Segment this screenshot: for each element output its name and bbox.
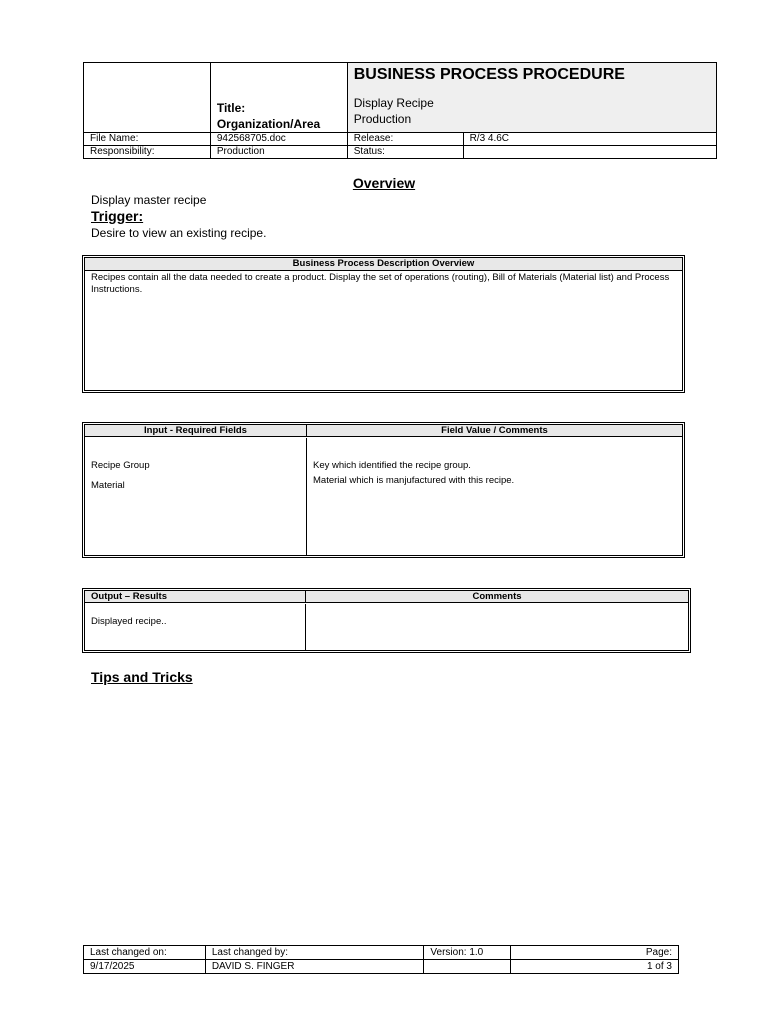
table-row-result: Displayed recipe.. (91, 616, 167, 627)
document-header-table (83, 62, 717, 159)
header-label-cell (210, 63, 347, 133)
output-comments-column (306, 604, 688, 650)
process-description-header: Business Process Description Overview (85, 258, 682, 271)
output-comments-header: Comments (306, 591, 688, 603)
output-results-header: Output – Results (85, 591, 306, 603)
header-logo-cell (84, 63, 211, 133)
title-value: Display Recipe (353, 96, 434, 110)
table-row-field: Recipe Group (91, 460, 150, 471)
trigger-heading: Trigger: (91, 208, 144, 224)
overview-heading: Overview (352, 175, 416, 191)
last-changed-by-value: DAVID S. FINGER (205, 960, 424, 974)
release-value: R/3 4.6C (463, 133, 716, 146)
last-changed-by-label: Last changed by: (205, 946, 424, 960)
status-label: Status: (347, 146, 463, 159)
header-title-cell (347, 63, 716, 133)
trigger-text: Desire to view an existing recipe. (91, 226, 267, 240)
organization-value: Production (353, 112, 412, 126)
responsibility-value: Production (210, 146, 347, 159)
field-comments-column (307, 438, 682, 555)
page-label: Page: (511, 946, 679, 960)
document-type-title: BUSINESS PROCESS PROCEDURE (353, 66, 625, 83)
last-changed-on-label: Last changed on: (84, 946, 206, 960)
version-value-cell (424, 960, 511, 974)
table-row-field: Material (91, 480, 125, 491)
overview-description: Display master recipe (91, 193, 207, 207)
document-footer-table (83, 945, 679, 974)
tips-heading: Tips and Tricks (91, 669, 193, 685)
status-value (463, 146, 716, 159)
process-description-box (82, 255, 685, 393)
last-changed-on-value: 9/17/2025 (84, 960, 206, 974)
file-name-label: File Name: (84, 133, 211, 146)
version-label: Version: 1.0 (424, 946, 511, 960)
title-label: Title: (216, 101, 246, 115)
release-label: Release: (347, 133, 463, 146)
organization-label: Organization/Area (216, 117, 321, 131)
input-fields-header: Input - Required Fields (85, 425, 307, 437)
input-fields-column (85, 438, 307, 555)
output-results-table (82, 588, 691, 653)
page-number: 1 of 3 (511, 960, 679, 974)
responsibility-label: Responsibility: (84, 146, 211, 159)
table-row-comment: Key which identified the recipe group. (313, 460, 471, 471)
process-description-text: Recipes contain all the data needed to create a product. Display the set of operations (routing), Bill of Materials (Material list) and Process Instructions. (91, 272, 670, 295)
input-fields-table (82, 422, 685, 558)
output-results-column (85, 604, 306, 650)
file-name-value: 942568705.doc (210, 133, 347, 146)
field-value-header: Field Value / Comments (307, 425, 682, 437)
table-row-comment: Material which is manjufactured with this recipe. (313, 475, 515, 486)
